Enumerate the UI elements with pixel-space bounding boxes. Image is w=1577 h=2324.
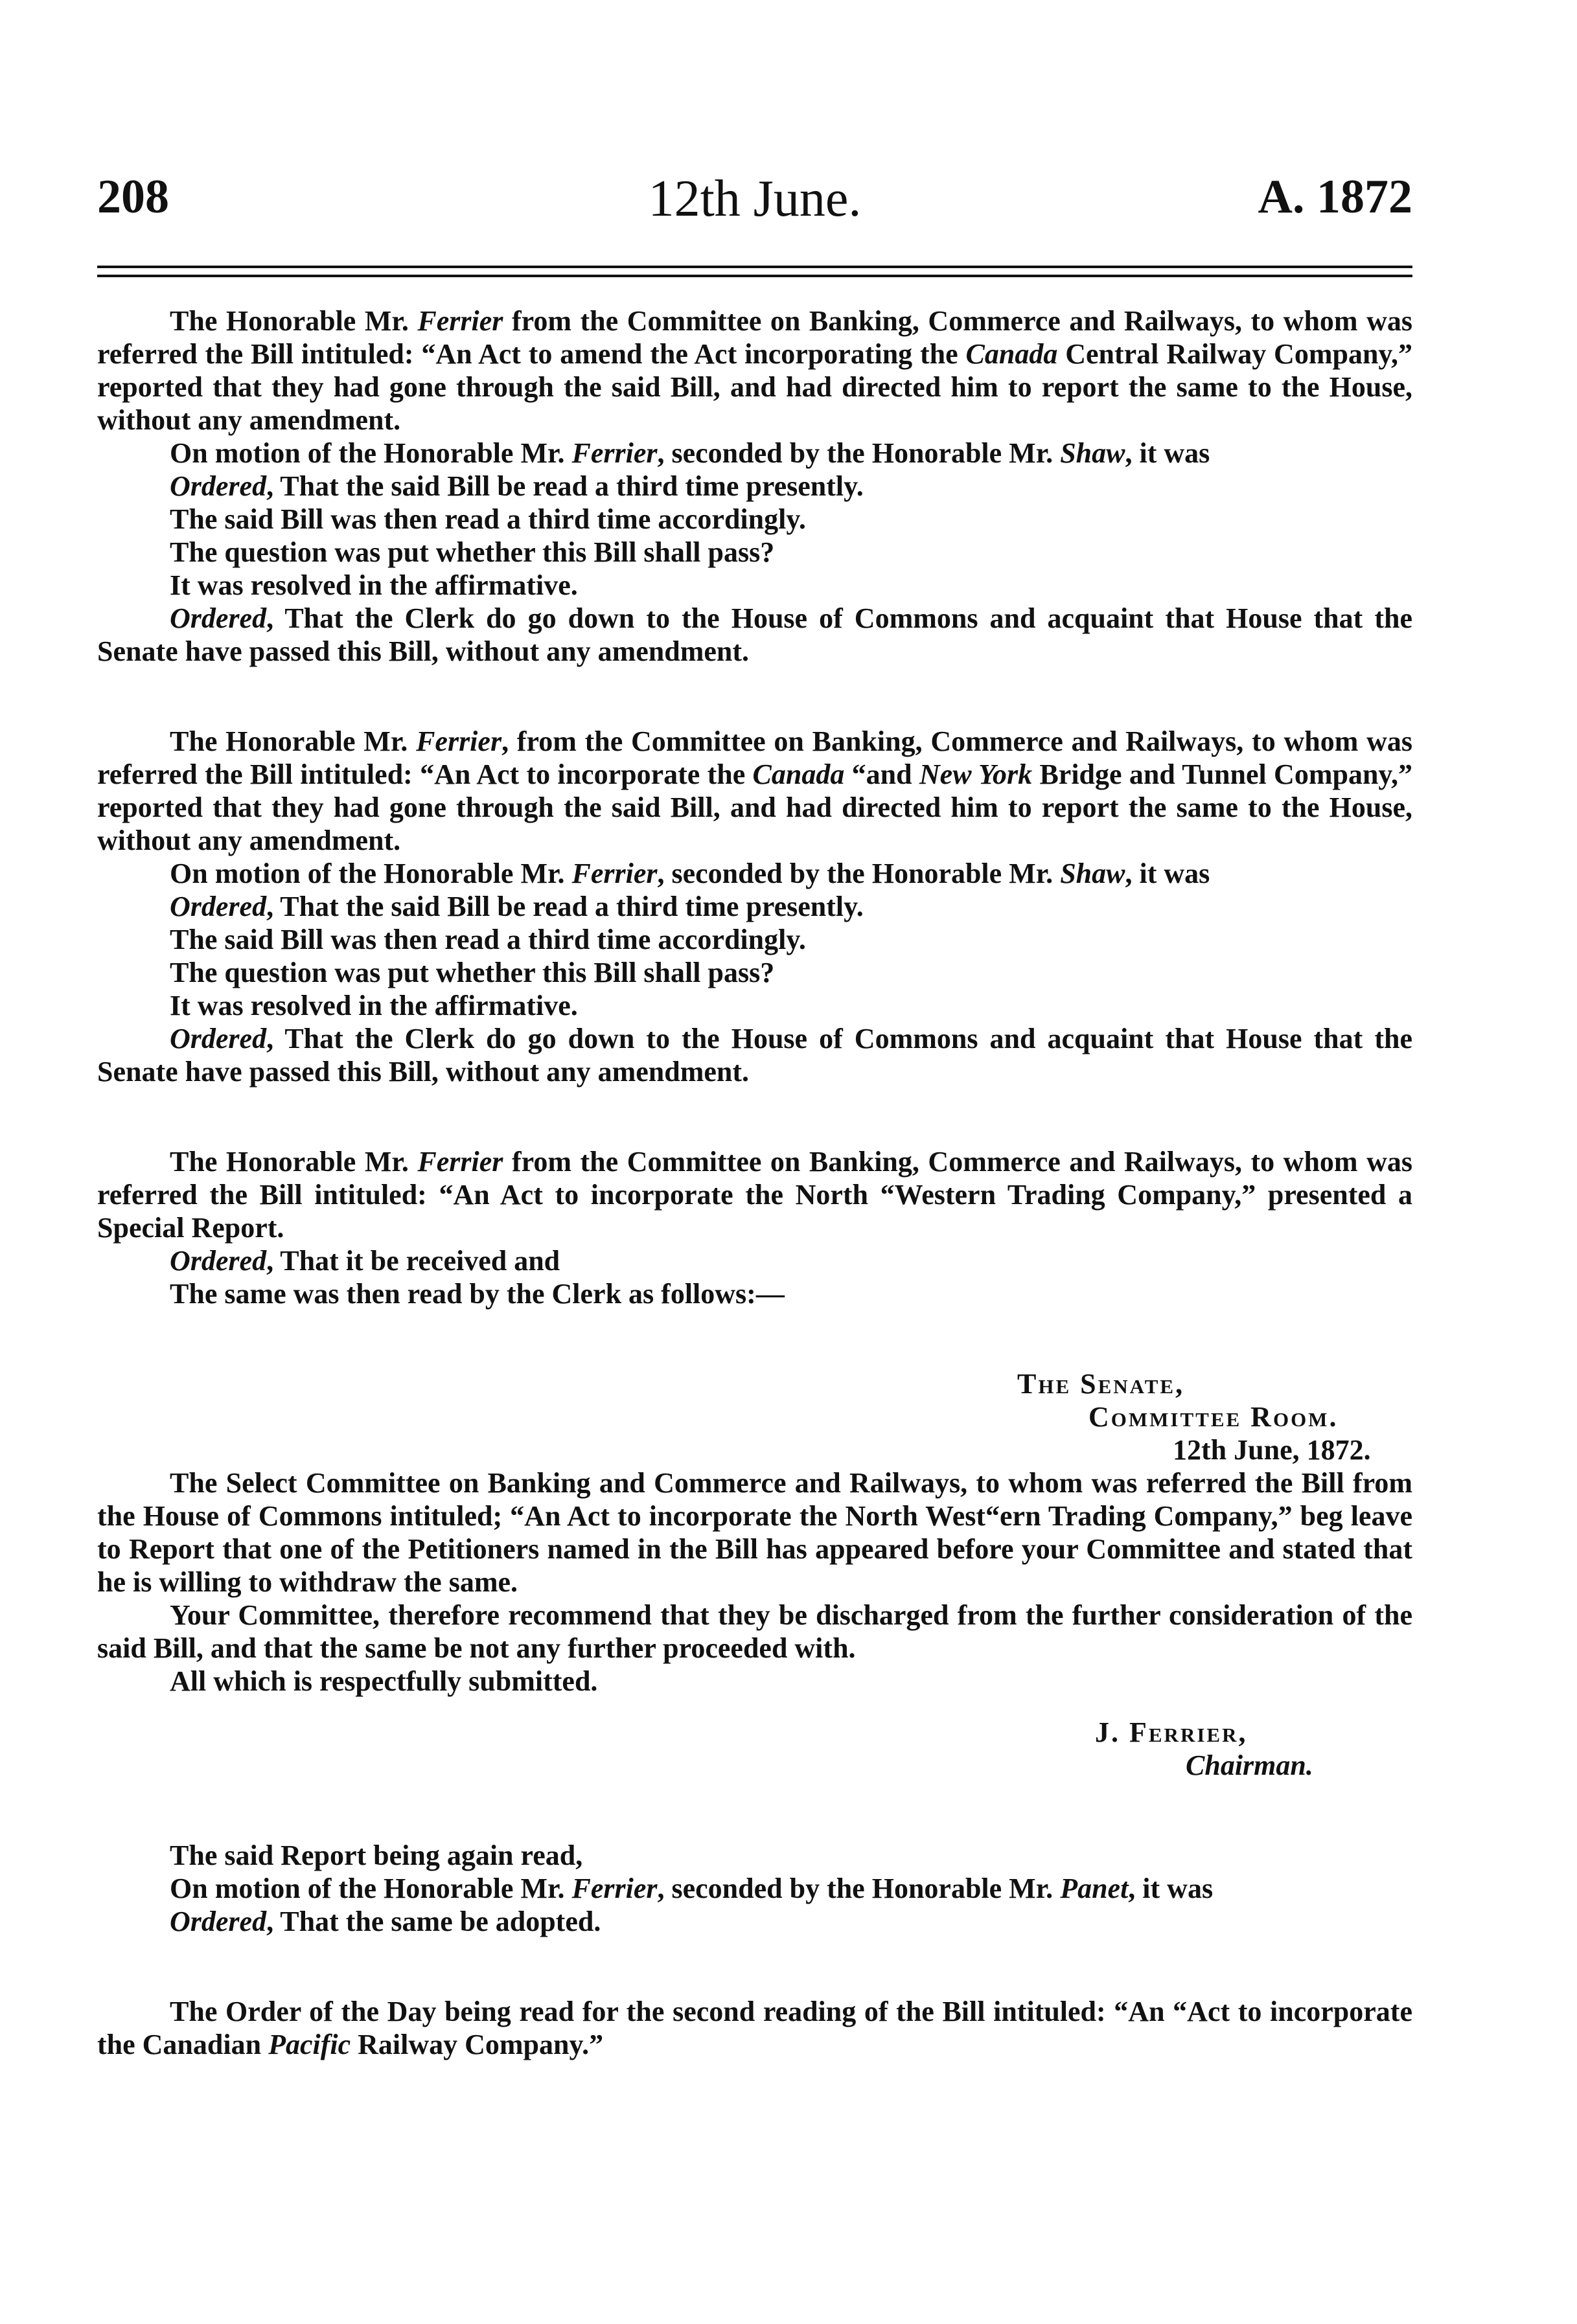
header-rule-bottom xyxy=(97,275,1412,277)
paragraph: The question was put whether this Bill shall pass? xyxy=(170,957,775,988)
paragraph: The same was then read by the Clerk as follows:— xyxy=(170,1278,785,1310)
paragraph: Your Committee, therefore recommend that they be discharged from the further consideration of the said Bill, and that the same be not any further proceeded with. xyxy=(97,1599,1412,1664)
paragraph: Ordered, That the Clerk do go down to the House of Commons and acquaint that House that the Senate have passed this Bill, without any amendment. xyxy=(97,1023,1412,1088)
report-heading-senate: The Senate, xyxy=(1017,1368,1185,1400)
paragraph: The said Report being again read, xyxy=(170,1840,583,1871)
paragraph: Ordered, That the said Bill be read a third time presently. xyxy=(170,891,864,922)
header-date: 12th June. xyxy=(648,170,862,227)
paragraph: It was resolved in the affirmative. xyxy=(170,990,578,1021)
paragraph: On motion of the Honorable Mr. Ferrier, seconded by the Honorable Mr. Panet, it was xyxy=(170,1873,1214,1904)
paragraph: The question was put whether this Bill shall pass? xyxy=(170,536,775,568)
report-heading-date: 12th June, 1872. xyxy=(1173,1434,1371,1466)
paragraph: On motion of the Honorable Mr. Ferrier, seconded by the Honorable Mr. Shaw, it was xyxy=(170,437,1210,469)
paragraph: Ordered, That the said Bill be read a third time presently. xyxy=(170,470,864,502)
paragraph: Ordered, That the same be adopted. xyxy=(170,1906,601,1937)
paragraph: Ordered, That the Clerk do go down to the House of Commons and acquaint that House that the Senate have passed this Bill, without any amendment. xyxy=(97,602,1412,667)
page-header xyxy=(97,170,1412,241)
signature-title: Chairman. xyxy=(1186,1749,1313,1781)
header-rule-top xyxy=(97,266,1412,268)
signature-name: J. Ferrier, xyxy=(1095,1716,1248,1748)
paragraph: The said Bill was then read a third time accordingly. xyxy=(170,924,806,955)
paragraph: On motion of the Honorable Mr. Ferrier, seconded by the Honorable Mr. Shaw, it was xyxy=(170,858,1210,889)
page-number: 208 xyxy=(97,170,169,223)
paragraph: The Select Committee on Banking and Commerce and Railways, to whom was referred the Bill from the House of Commons intituled; “An Act to incorporate the North West“ern Trading Company,” beg leave to Report that one of the Petitioners named in the Bill has appeared before your Committee and stated that he is willing to withdraw the same. xyxy=(97,1467,1412,1598)
paragraph: The Honorable Mr. Ferrier from the Committee on Banking, Commerce and Railways, to whom was referred the Bill intituled: “An Act to amend the Act incorporating the Canada Central Railway Company,” reported that they had gone through the said Bill, and had directed him to report the same to the House, without any amendment. xyxy=(97,305,1413,436)
paragraph: The Honorable Mr. Ferrier from the Committee on Banking, Commerce and Railways, to whom was referred the Bill intituled: “An Act to incorporate the North “Western Trading Company,” presented a Special Report. xyxy=(97,1146,1412,1244)
paragraph: The said Bill was then read a third time accordingly. xyxy=(170,503,806,535)
paragraph: The Honorable Mr. Ferrier, from the Committee on Banking, Commerce and Railways, to whom was referred the Bill intituled: “An Act to incorporate the Canada “and New York Bridge and Tunnel Company,” reported that they had gone through the said Bill, and had directed him to report the same to the House, without any amendment. xyxy=(97,725,1412,856)
report-heading-room: Committee Room. xyxy=(1088,1401,1339,1433)
journal-body xyxy=(97,304,1412,2061)
paragraph: All which is respectfully submitted. xyxy=(170,1665,598,1697)
paragraph: Ordered, That it be received and xyxy=(170,1245,560,1277)
paragraph: It was resolved in the affirmative. xyxy=(170,569,578,601)
paragraph: The Order of the Day being read for the second reading of the Bill intituled: “An “Act to incorporate the Canadian Pacific Railway Company.” xyxy=(97,1996,1412,2060)
header-year: A. 1872 xyxy=(1258,170,1412,223)
